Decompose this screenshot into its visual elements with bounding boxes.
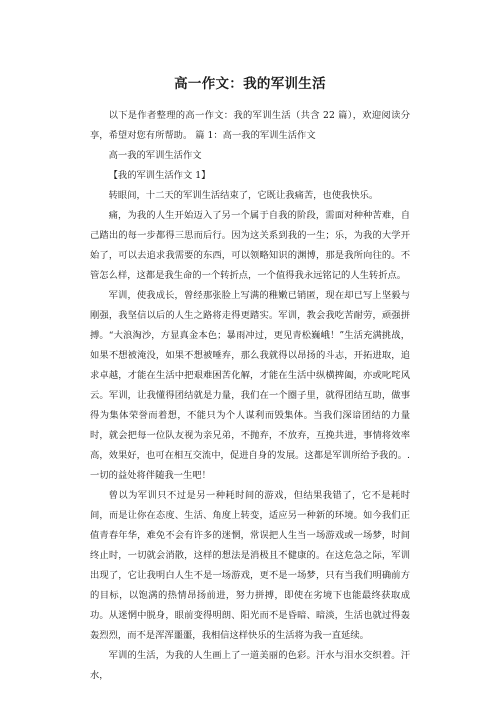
intro-paragraph: 以下是作者整理的高一作文：我的军训生活（共含 22 篇），欢迎阅读分享，希望对您有所帮助。 篇 1：高一我的军训生活作文 [90, 110, 410, 141]
document-title: 高一作文：我的军训生活 [174, 76, 326, 92]
body-paragraph: 军训，使我成长，曾经那张脸上写满的稚嫩已销匿，现在却已写上坚毅与刚强，我坚信以后的人生之路将走得更踏实。军训，教会我吃苦耐劳，顽强拼搏。“大浪淘沙，方显真金本色；暴雨冲过，更见青松巍峨！”生活充满挑战，如果不想被淹没，如果不想被唾弃，那么我就得以昂扬的斗志，开拓进取，追求卓越，才能在生活中把艰难困苦化解，才能在生活中纵横捭阖，亦或叱咤风云。军训，让我懂得团结就是力量，我们在一个圈子里，就得团结互助，做事得为集体荣誉而着想，不能只为个人谋利而毁集体。当我们深谙团结的力量时，就会把每一位队友视为亲兄弟，不抛弃，不放弃，互挽共进，事情将效率高，效果好，也可在相互交流中，促进自身的发展。这都是军训所给予我的。. 一切的益处将伴随我一生吧！ [90, 290, 410, 481]
body-paragraph: 军训的生活，为我的人生画上了一道美丽的色彩。汗水与泪水交织着。汗水， [90, 650, 410, 681]
body-paragraph: 曾以为军训只不过是另一种耗时间的游戏，但结果我错了，它不是耗时间，而是让你在态度、生活、角度上转变，适应另一种新的环境。如今我们正值青春年华，难免不会有许多的迷惘，常误把人生当一场游戏或一场梦，时间终止时，一切就会消散，这样的想法是消极且不健康的。在这危急之际，军训出现了，它让我明白人生不是一场游戏，更不是一场梦，只有当我们明确前方的目标，以饱满的热情昂扬前进，努力拼搏，即使在劣境下也能最终获取成功。从迷惘中脱身，眼前变得明朗、阳光而不是昏暗、暗淡，生活也就过得轰轰烈烈，而不是浑浑噩噩，我相信这样快乐的生活将为我一直延续。 [90, 490, 410, 641]
body-paragraph: 转眼间，十二天的军训生活结束了，它既让我痛苦，也使我快乐。 [108, 190, 379, 201]
section-heading: 高一我的军训生活作文 [108, 150, 202, 161]
essay-heading: 【我的军训生活作文 1】 [108, 170, 211, 181]
body-paragraph: 痛，为我的人生开始迈入了另一个属于自我的阶段，需面对种种苦难，自己踏出的每一步都得三思而后行。因为这关系到我的一生；乐，为我的大学开始了，可以去追求我需要的东西，可以领略知识的渊博，那是我所向往的。不管怎么样，这都是我生命的一个转折点，一个值得我永远铭记的人生转折点。 [90, 210, 410, 281]
document-page [90, 72, 410, 686]
